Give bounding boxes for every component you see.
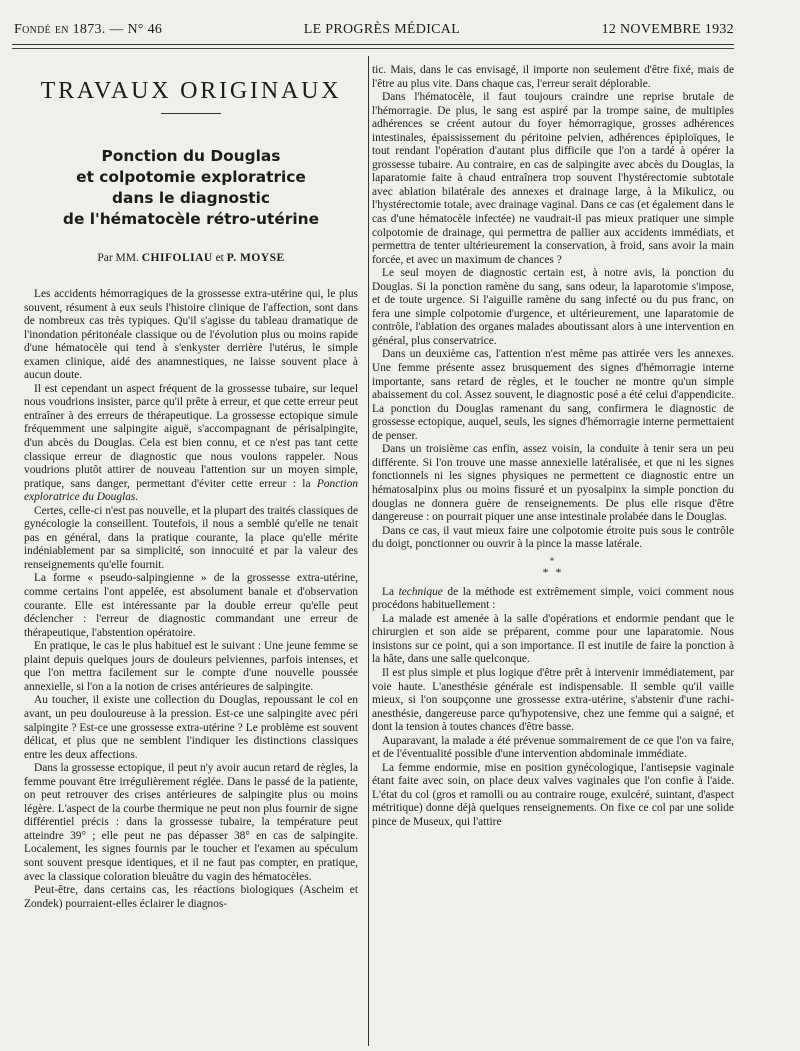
right-body-text-2 [372,586,734,830]
paragraph: Peut-être, dans certains cas, les réactions biologiques (Ascheim et Zondek) pourraient-elles éclairer le diagnos- [24,884,358,910]
asterism [372,555,734,580]
paragraph [24,383,358,505]
right-column [372,64,734,830]
paragraph: Au toucher, il existe une collection du Douglas, repoussant le col en avant, un peu douloureuse à la pression. Est-ce une salpingite avec péri salpingite ? Est-ce une grossesse extra-utérine ? Le problème est souvent délicat, et plus que ne semblent l'indiquer les distinctions classiques entre les deux affections. [24,694,358,761]
section-title: TRAVAUX ORIGINAUX [40,78,342,104]
left-column [24,64,358,911]
paragraph: Auparavant, la malade a été prévenue sommairement de ce que l'on va faire, et de l'éventualité possible d'une intervention abdominale immédiate. [372,734,734,761]
header-founded-issue: Fondé en 1873. — N° 46 [14,22,163,37]
paragraph: Les accidents hémorragiques de la grossesse extra-utérine qui, le plus souvent, résument à eux seuls l'histoire clinique de l'affection, sont dans de nombreux cas très typiques. Qu'il s'agisse du tableau dramatique de l'inondation péritonéale classique ou de l'évolution plus ou moins rapide d'une hématocèle qui tend à s'enkyster derrière l'utérus, le simple examen clinique, aidé des anamnestiques, ne laisse souvent place à aucun doute. [24,288,358,382]
article-title-line: de l'hématocèle rétro-utérine [62,210,320,228]
paragraph: Le seul moyen de diagnostic certain est, à notre avis, la ponction du Douglas. Si la ponction ramène du sang, sans odeur, la laparotomie s'impose, et de toute urgence. Si l'aiguille ramène du sang infecté ou du pus franc, on fera une simple colpotomie d'urgence, et ultérieurement, une laparatomie de contrôle, l'ablation des organes malades aboutissant alors à une intervention en général, plus conservatrice. [372,267,734,347]
header-rule [12,44,734,45]
paragraph: Dans un troisième cas enfin, assez voisin, la conduite à tenir sera un peu différente. Si l'on trouve une masse annexielle latéralisée, et que ni les signes fonctionnels ni les signes physiques ne permettent ce diagnostic entre un hématosalpinx plus ou moins fissuré et un pyosalpinx la simple ponction du douglas ne donnera guère de renseignements. De plus elle risque d'être dangereuse : on pourrait piquer une anse intestinale prolabée dans le Douglas. [372,443,734,524]
paragraph-text: Il est cependant un aspect fréquent de la grossesse tubaire, sur lequel nous voudrions insister, parce qu'il prête à erreur, et que cette erreur peut entraîner à des erreurs de thérapeutique. La grossesse ectopique simule fréquemment une salpingite aiguë, s'accompagnant de périsalpingite, d'un abcès du Douglas. Cela est bien connu, et ce n'est pas tant cette classique erreur de diagnostic que nous voulons rappeler. Nous voudrions plutôt attirer de nouveau l'attention sur un moyen simple, pratique, sans danger, permettant d'éviter cette erreur : la [24,382,358,490]
article-title-line: dans le diagnostic [111,189,271,207]
header-date: 12 NOVEMBRE 1932 [601,22,734,37]
paragraph: Dans la grossesse ectopique, il peut n'y avoir aucun retard de règles, la femme pouvant être irrégulièrement réglée. Dans le passé de la patiente, on peut retrouver des crises antérieures de salpingite plus ou moins légère. L'aspect de la courbe thermique ne peut non plus fournir de signe différentiel précis : dans la grossesse tubaire, la température peut atteindre 39° ; elle peut ne pas dépasser 38° en cas de salpingite. Localement, les signes fournis par le toucher et l'examen au spéculum sont souvent presque identiques, et il ne faut pas compter, en pratique, avec la classique coloration bleuâtre du vagin des hématocèles. [24,762,358,883]
section-title-rule [161,113,221,114]
paragraph: Dans l'hématocèle, il faut toujours craindre une reprise brutale de l'hémorragie. De plus, le sang est aspiré par la trompe saine, de multiples adhérences se créent autour du foyer hémorragique, grosses adhérences intestinales, épaississement du péritoine pelvien, adhérences épiploïques, le tout rendant l'opération d'autant plus difficile que l'on a tardé à opérer la grossesse tubaire. Au contraire, en cas de salpingite avec abcès du Douglas, la laparatomie faite à chaud entraînera trop souvent l'hystérectomie subtotale avec ablation bilatérale des annexes et drainage large, à la Mikulicz, ou l'hystérectomie totale, avec drainage vaginal. Dans ce cas (et également dans le cas d'une hématocèle infectée) ne vaudrait-il pas mieux pratiquer une simple colpotomie de drainage, qui permettra de pallier aux accidents immédiats, et permettra de tenter ultérieurement la conservation, à froid, sans avoir la main forcée, et avec un maximum de chances ? [372,91,734,266]
byline-prefix: Par MM. [97,252,139,264]
article-title-line: et colpotomie exploratrice [76,168,306,186]
paragraph: Dans ce cas, il vaut mieux faire une colpotomie étroite puis sous le contrôle du doigt, ponctionner ou ouvrir à la pince la masse latérale. [372,524,734,551]
header-rule-thin [12,48,734,49]
paragraph: Certes, celle-ci n'est pas nouvelle, et la plupart des traités classiques de gynécologie la conseillent. Toutefois, il nous a semblé qu'elle ne tenait pas en général, dans la pratique courante, la place qu'elle mérite indéniablement par sa simplicité, son innocuité et par la valeur des renseignements qu'elle fournit. [24,504,358,571]
paragraph-continued: tic. Mais, dans le cas envisagé, il importe non seulement d'être fixé, mais de l'être au plus vite. Dans chaque cas, l'erreur serait déplorable. [372,64,734,90]
paragraph-text: de la méthode est extrêmement simple, voici comment nous procédons habituellement : [372,585,734,612]
paragraph: En pratique, le cas le plus habituel est le suivant : Une jeune femme se plaint depuis quelques jours de douleurs pelviennes, parfois intenses, et que l'on mettra facilement sur le compte d'une nouvelle poussée annexielle, si l'on a la notion de crises antérieures de salpingite. [24,640,358,693]
byline-and: et [215,252,224,264]
article-title [24,146,358,230]
paragraph [372,586,734,613]
paragraph-italic: technique [398,585,443,598]
running-head [14,22,734,38]
paragraph: Dans un deuxième cas, l'attention n'est même pas attirée vers les annexes. Une femme présente assez brusquement des signes d'hémorragie interne importante, sans retard de règles, et le toucher ne montre qu'un simple abaissement du col. Assez souvent, le diagnostic posé a été celui d'appendicite. La ponction du Douglas ramenant du sang, confirmera le diagnostic de grossesse ectopique, auquel, seuls, les signes d'hémorragie interne permettaient de penser. [372,348,734,442]
paragraph-text: La [382,585,395,598]
left-body-text [24,288,358,911]
asterism-bottom: * * [542,564,564,579]
paragraph-italic: Ponction exploratrice du Douglas. [24,477,358,504]
column-divider [368,56,369,1046]
asterism-top: * [549,555,557,566]
paragraph: La forme « pseudo-salpingienne » de la grossesse extra-utérine, comme certains l'ont appelée, est absolument banale et d'observation courante. Elle est intéressante par la double erreur qu'elle peut déclencher : l'erreur de diagnostic commandant une erreur de thérapeutique, l'abstention opératoire. [24,572,358,639]
paragraph: La malade est amenée à la salle d'opérations et endormie pendant que le chirurgien et son aide se préparent, comme pour une laparatomie. Nous insistons sur ce point, qui a son importance. Il est inutile de faire la ponction à la hâte, dans une salle quelconque. [372,612,734,666]
paragraph: Il est plus simple et plus logique d'être prêt à intervenir immédiatement, par voie haute. L'anesthésie générale est indispensable. Il semble qu'il vaille mieux, si l'on soupçonne une grossesse extra-utérine, s'abstenir d'une rachi-anesthésie, dangereuse parce qu'hypotensive, chez une femme qui a saigné, et dont la tension à toutes chances d'être basse. [372,666,734,734]
right-body-text [372,64,734,552]
article-title-line: Ponction du Douglas [101,147,281,165]
paragraph: La femme endormie, mise en position gynécologique, l'antisepsie vaginale étant faite avec soin, on place deux valves vaginales que l'on confie à l'aide. L'état du col (gros et ramolli ou au contraire rouge, exulcéré, suintant, d'aspect métritique) donne déjà quelques renseignements. On fixe ce col par une solide pince de Museux, qui l'attire [372,761,734,828]
author-name: CHIFOLIAU [141,252,213,264]
header-journal-name: LE PROGRÈS MÉDICAL [303,22,461,37]
byline [24,252,358,264]
author-name: P. MOYSE [226,252,285,264]
